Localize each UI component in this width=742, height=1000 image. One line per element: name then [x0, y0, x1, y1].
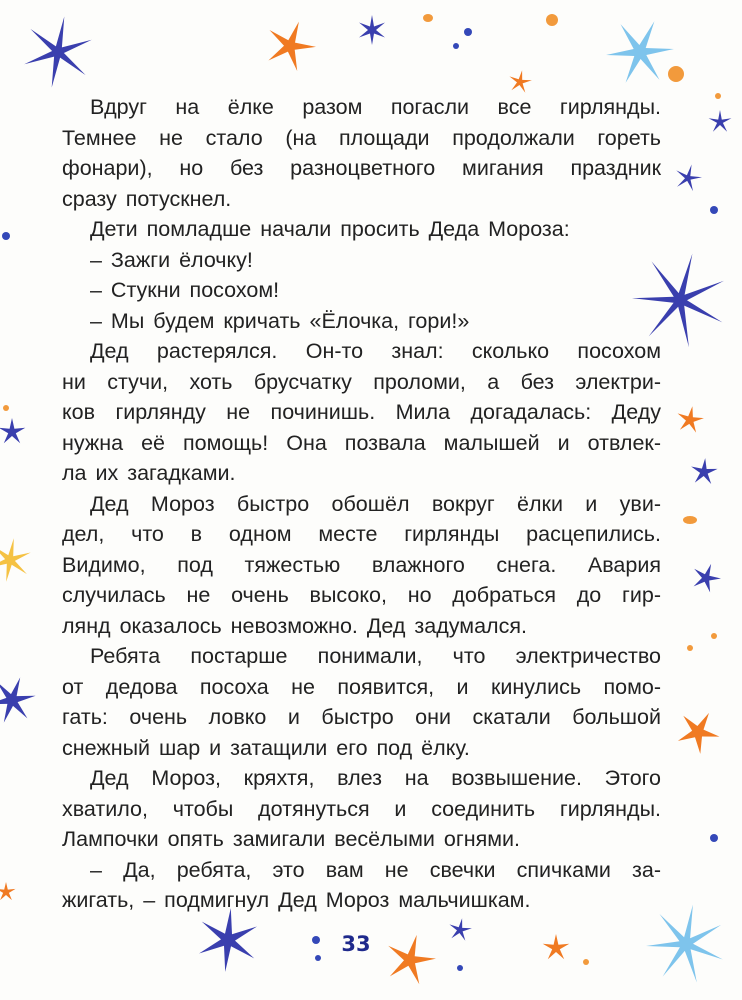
dot-icon — [711, 633, 717, 639]
star-icon — [606, 21, 674, 83]
text-line: случилась не очень высоко, но добраться до гир- — [62, 583, 661, 607]
story-text — [62, 92, 661, 916]
text-line: снежный шар и затащили его под ёлку. — [62, 735, 470, 760]
star-icon — [543, 934, 570, 959]
star-icon — [0, 882, 16, 900]
star-icon — [359, 15, 385, 45]
dot-icon — [423, 14, 433, 22]
dot-icon — [464, 28, 472, 36]
dot-icon — [457, 965, 463, 971]
star-icon — [646, 905, 723, 983]
text-line: сразу потускнел. — [62, 186, 232, 211]
star-icon — [678, 406, 704, 432]
text-line: жигать, – подмигнул Дед Мороз мальчишкам. — [62, 888, 531, 912]
text-line: – Мы будем кричать «Ёлочка, гори!» — [90, 308, 470, 333]
text-line: нужна её помощь! Она позвала малышей и отвлек- — [62, 430, 661, 455]
text-line: от дедова посоха не появится, и кинулись помо- — [62, 674, 661, 699]
text-line: Ребята постарше понимали, что электричество — [90, 644, 661, 668]
page-number: 33 — [341, 932, 371, 956]
text-line: – Стукни посохом! — [90, 278, 280, 302]
star-icon — [268, 22, 316, 71]
text-line: Дед Мороз, кряхтя, влез на возвышение. Этого — [90, 766, 661, 790]
text-line: ла их загадками. — [62, 461, 236, 485]
star-icon — [24, 17, 92, 88]
dot-icon — [710, 834, 718, 842]
dot-icon — [583, 959, 589, 965]
dot-icon — [710, 206, 718, 214]
star-icon — [509, 70, 532, 93]
text-line: лянд оказалось невозможно. Дед задумался. — [62, 613, 527, 638]
text-line: Дети помладше начали просить Деда Мороза: — [90, 217, 570, 241]
text-line: дел, что в одном месте гирлянды расцепились. — [62, 522, 661, 546]
text-line: Лампочки опять замигали весёлыми огнями. — [62, 827, 520, 851]
text-line: Дед растерялся. Он-то знал: сколько посохом — [90, 339, 661, 363]
dot-icon — [3, 405, 9, 411]
dot-icon — [683, 516, 697, 524]
dot-icon — [687, 645, 693, 651]
text-line: Темнее не стало (на площади продолжали гореть — [62, 125, 661, 150]
text-line: хватило, чтобы дотянуться и соединить гирлянды. — [62, 796, 661, 821]
dot-icon — [715, 93, 721, 99]
star-icon — [709, 110, 732, 132]
star-icon — [199, 908, 257, 972]
dot-icon — [312, 936, 320, 944]
star-icon — [678, 713, 720, 754]
text-line: – Да, ребята, это вам не свечки спичками за- — [90, 857, 661, 882]
star-icon — [388, 935, 436, 984]
star-icon — [676, 165, 702, 192]
dot-icon — [2, 232, 10, 240]
dot-icon — [546, 14, 558, 26]
text-line: ков гирлянду не починишь. Мила догадалась: Деду — [62, 400, 661, 424]
text-line: гать: очень ловко и быстро они скатали большой — [62, 705, 661, 729]
star-icon — [0, 538, 31, 581]
star-icon — [691, 458, 718, 484]
text-line: Видимо, под тяжестью влажного снега. Авария — [62, 552, 661, 577]
text-line: ни стучи, хоть брусчатку проломи, а без электри- — [62, 369, 661, 394]
text-line: Вдруг на ёлке разом погасли все гирлянды. — [90, 95, 661, 119]
dot-icon — [668, 66, 684, 82]
text-line: – Зажги ёлочку! — [90, 247, 253, 272]
text-line: Дед Мороз быстро обошёл вокруг ёлки и уви- — [90, 491, 661, 516]
star-icon — [449, 918, 472, 941]
star-icon — [694, 564, 721, 593]
dot-icon — [453, 43, 459, 49]
dot-icon — [315, 955, 321, 961]
star-icon — [0, 677, 36, 722]
star-icon — [0, 418, 25, 443]
text-line: фонари), но без разноцветного мигания праздник — [62, 156, 661, 180]
